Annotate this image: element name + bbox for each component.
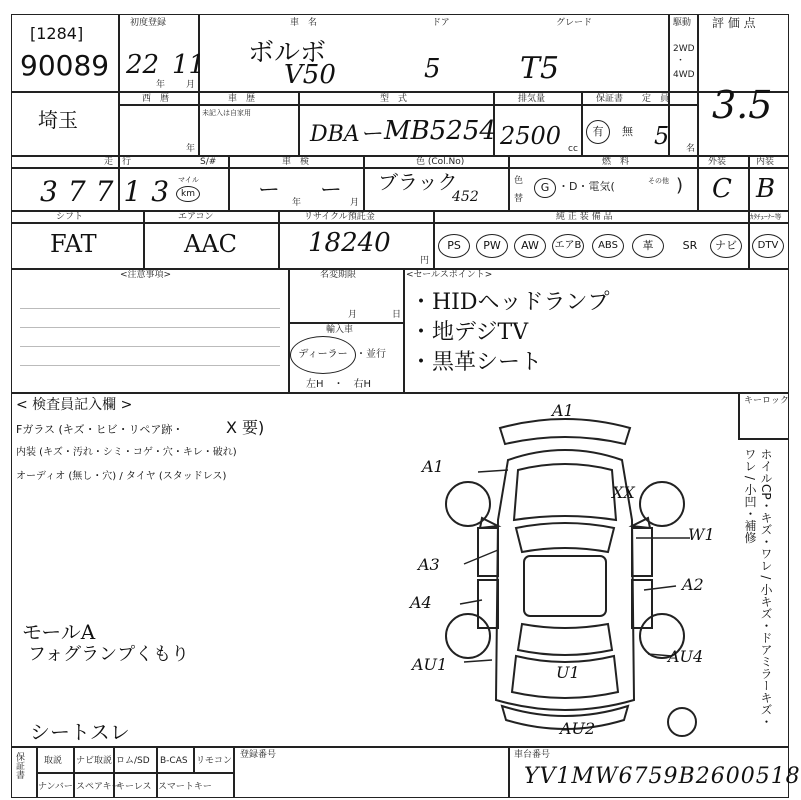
- car-name-label: 車 名: [290, 18, 318, 28]
- divider: [738, 438, 789, 440]
- option-dtv: DTV: [752, 234, 784, 258]
- color-label: 色 (Col.No): [416, 157, 465, 167]
- drive-2wd: 2WD: [673, 44, 695, 54]
- shaken-month-unit: 月: [350, 198, 360, 208]
- divider: [363, 155, 365, 210]
- checkbox-rom-sd: ロム/SD: [116, 756, 150, 766]
- diagram-mark: A2: [682, 575, 704, 594]
- checkbox-plate: ナンバー: [38, 782, 73, 792]
- divider: [288, 322, 403, 324]
- diagram-mark: A3: [418, 555, 440, 574]
- divider: [433, 210, 435, 268]
- divider: [288, 268, 290, 392]
- diagram-mark: A4: [410, 593, 432, 612]
- divider: [193, 746, 195, 772]
- capacity-unit: 名: [686, 144, 696, 154]
- divider: [118, 104, 697, 106]
- score-label: 評 価 点: [712, 16, 756, 30]
- sales-label: <セールスポイント>: [406, 270, 493, 280]
- interior-label: 内装: [756, 157, 775, 167]
- diagram-mark: AU4: [668, 647, 704, 666]
- prefecture: 埼玉: [38, 108, 78, 132]
- recycle-value: 18240: [308, 228, 391, 258]
- shaken-year: ー: [256, 178, 279, 203]
- checkbox-navi-manual: ナビ取説: [76, 756, 113, 766]
- exterior-value: C: [712, 174, 732, 204]
- import-parallel: ・並行: [356, 349, 386, 360]
- model-label: 型 式: [380, 94, 408, 104]
- first-reg-label: 初度登録: [130, 18, 167, 28]
- fuel-label: 燃 料: [602, 157, 630, 167]
- handwritten-note-3: シートスレ: [30, 720, 130, 744]
- divider: [697, 91, 699, 210]
- inspection-note: 未記入は自家用: [202, 109, 251, 117]
- divider: [508, 155, 510, 210]
- divider: [73, 746, 75, 798]
- handwritten-note-2: フォグランプくもり: [28, 644, 190, 665]
- keylock-label: キーロック: [744, 396, 789, 406]
- sflag-label: S/#: [200, 157, 217, 167]
- import-dealer: ディーラー: [290, 336, 356, 374]
- inspection-label: 車 歴: [228, 94, 256, 104]
- divider: [697, 14, 699, 91]
- lot-number: [1284]: [30, 24, 84, 43]
- option-pw: PW: [476, 234, 508, 258]
- divider: [298, 91, 300, 155]
- diagram-mark: AU2: [560, 719, 596, 738]
- caution-lines: [20, 290, 280, 380]
- chassis-label: 車台番号: [514, 750, 551, 760]
- divider: [11, 167, 789, 169]
- diagram-mark: U1: [556, 663, 580, 682]
- option-leather: 革: [632, 234, 664, 258]
- divider: [143, 210, 145, 268]
- divider: [278, 210, 280, 268]
- capacity-value: 5: [654, 122, 670, 150]
- divider: [11, 392, 789, 394]
- color-chg-1: 色: [514, 176, 524, 186]
- inspector-title: < 検査員記入欄 >: [16, 397, 133, 413]
- chassis-number: YV1MW6759B2600518: [524, 764, 801, 789]
- inspector-line1: Fガラス (キズ・ヒビ・リペア跡・: [16, 423, 184, 436]
- option-airbag: エアB: [552, 234, 584, 258]
- car-name-2: V50: [284, 60, 336, 90]
- side-vertical-text: ホイルCP・キズ・ワレ / 小キズ・ドアミラーキズ・ワレ / 小凹・補修: [743, 448, 773, 728]
- fuel-close: ): [676, 175, 684, 196]
- model-dash: ー: [360, 122, 383, 147]
- sales-point-2: ・地デジTV: [410, 320, 529, 345]
- divider: [11, 222, 789, 224]
- fuel-other: その他: [648, 177, 669, 185]
- handwritten-note-1: モールA: [22, 620, 96, 644]
- import-label: 輸入車: [326, 325, 354, 335]
- mileage-value: 37713: [40, 175, 180, 208]
- divider: [11, 91, 789, 93]
- displacement-label: 排気量: [518, 94, 546, 104]
- divider: [233, 746, 235, 798]
- diagram-mark: A1: [422, 457, 444, 476]
- score-value: 3.5: [712, 83, 773, 127]
- interior-value: B: [756, 174, 776, 204]
- divider: [738, 392, 740, 438]
- grade-value: T5: [520, 51, 560, 86]
- sales-point-1: ・HIDヘッドランプ: [410, 290, 610, 315]
- recycle-label: リサイクル預託金: [304, 212, 375, 222]
- era-label: 西 暦: [142, 94, 170, 104]
- deadline-month: 月: [348, 310, 358, 320]
- checkbox-bcas: B-CAS: [160, 756, 188, 766]
- warranty-no: 無: [622, 125, 633, 138]
- checkbox-smart-key: スマートキー: [158, 782, 212, 792]
- model-code: MB5254: [384, 116, 496, 146]
- color-no: 452: [452, 189, 479, 205]
- divider: [228, 155, 230, 210]
- diagram-mark: A1: [552, 401, 574, 420]
- model-prefix: DBA: [310, 122, 360, 147]
- option-abs: ABS: [592, 234, 624, 258]
- divider: [11, 746, 789, 748]
- divider: [748, 155, 750, 210]
- recycle-unit: 円: [420, 256, 430, 266]
- drive-dot: ・: [676, 56, 686, 66]
- car-damage-diagram: [410, 400, 730, 742]
- option-ps: PS: [438, 234, 470, 258]
- capacity-label: 定 員: [642, 94, 670, 104]
- drive-label: 駆動: [673, 18, 692, 28]
- divider: [508, 746, 510, 798]
- option-navi: ナビ: [710, 234, 742, 258]
- caution-label: <注意事項>: [120, 270, 172, 280]
- catalyst-label: ｶﾀﾁｪｰﾅｰ等: [750, 213, 782, 221]
- color-value: ブラック: [378, 170, 458, 194]
- displacement-value: 2500: [500, 122, 562, 150]
- exterior-label: 外装: [708, 157, 727, 167]
- month-unit: 月: [186, 80, 196, 90]
- warranty-side: 保証書: [14, 752, 24, 779]
- option-aw: AW: [514, 234, 546, 258]
- first-reg-month: 11: [172, 50, 206, 80]
- checkbox-spare-key: スペアキー: [76, 782, 121, 792]
- shaken-year-unit: 年: [292, 198, 302, 208]
- option-sr: SR: [682, 239, 698, 252]
- mileage-unit-mile: マイル: [178, 176, 199, 184]
- divider: [198, 14, 200, 155]
- checkbox-manual: 取説: [44, 756, 63, 766]
- options-label: 純 正 装 備 品: [556, 212, 613, 222]
- deadline-day: 日: [392, 310, 402, 320]
- year-unit-2: 年: [186, 144, 196, 154]
- car-name-1: ボルボ: [248, 38, 327, 68]
- warranty-yes: 有: [586, 120, 610, 144]
- shaken-month: ー: [318, 178, 341, 203]
- divider: [36, 772, 233, 774]
- year-unit: 年: [156, 80, 166, 90]
- mileage-label: 走 行: [104, 157, 132, 167]
- serial-number: 90089: [20, 49, 110, 82]
- ac-label: エアコン: [178, 212, 214, 222]
- shift-label: シフト: [56, 212, 84, 222]
- doors-value: 5: [424, 54, 441, 84]
- ac-value: AAC: [184, 230, 238, 258]
- grade-label: グレード: [556, 18, 593, 28]
- import-steer: 左H ・ 右H: [306, 379, 372, 390]
- warranty-label: 保証書: [596, 94, 624, 104]
- reg-no-label: 登録番号: [240, 750, 277, 760]
- checkbox-remote: リモコン: [196, 756, 233, 766]
- inspector-line1-mark: X 要): [226, 418, 265, 437]
- first-reg-year: 22: [126, 50, 160, 80]
- deadline-label: 名変期限: [320, 270, 357, 280]
- fuel-d: ・D・電気(: [558, 180, 615, 193]
- divider: [581, 91, 583, 155]
- shaken-label: 車 検: [282, 157, 310, 167]
- fuel-g: G: [534, 178, 556, 198]
- shift-value: FAT: [50, 230, 97, 258]
- inspector-line2: 内装 (キズ・汚れ・シミ・コゲ・穴・キレ・破れ): [16, 447, 237, 458]
- diagram-mark: XX: [612, 483, 635, 502]
- cc-unit: cc: [568, 144, 578, 154]
- mileage-unit-km: km: [176, 186, 200, 202]
- diagram-mark: AU1: [412, 655, 448, 674]
- drive-4wd: 4WD: [673, 70, 695, 80]
- inspector-line3: オーディオ (無し・穴) / タイヤ (スタッドレス): [16, 471, 227, 482]
- divider: [11, 210, 789, 212]
- checkbox-keyless: キーレス: [116, 782, 152, 792]
- sales-point-3: ・黒革シート: [410, 350, 543, 375]
- doors-label: ドア: [432, 18, 450, 28]
- diagram-mark: W1: [688, 525, 715, 544]
- divider: [403, 268, 405, 392]
- color-chg-2: 替: [514, 194, 524, 204]
